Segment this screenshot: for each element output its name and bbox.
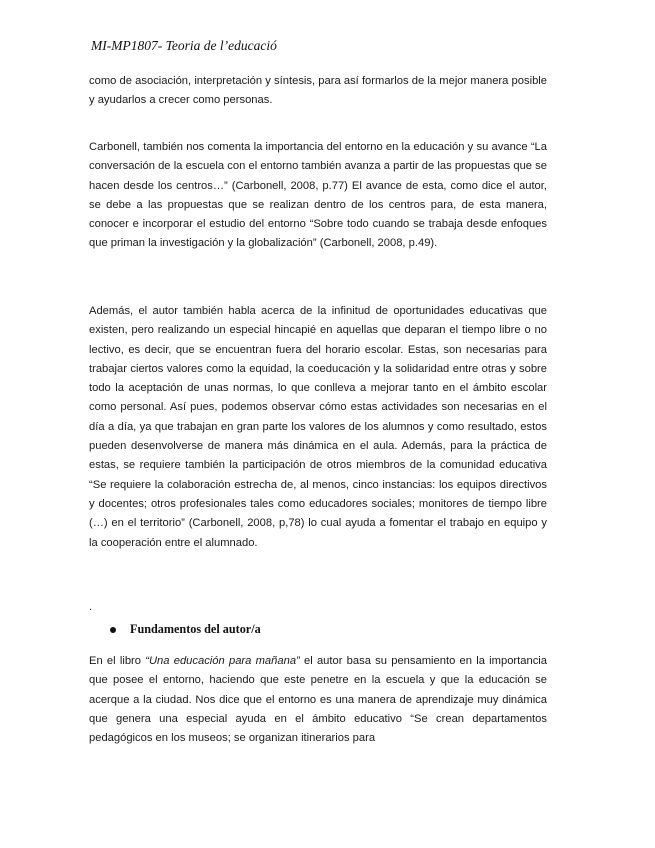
paragraph-1: como de asociación, interpretación y síntesis, para así formarlos de la mejor manera posible y ayudarlos a crecer como personas. — [89, 75, 547, 107]
paragraph-2: Carbonell, también nos comenta la importancia del entorno en la educación y su avance “La conversación de la escuela con el entorno también avanza a partir de las propuestas que se hacen desde los centros…” (Carbonell, 2008, p.77) El avance de esta, como dice el autor, se debe a las propuestas que se realizan dentro de los centros para, de esta manera, conocer e incorporar el estudio del entorno “Sobre todo cuando se trabaja desde enfoques que priman la investigación y la globalización” (Carbonell, 2008, p.49). — [89, 141, 547, 250]
page-header: MI-MP1807- Teoria de l’educació — [91, 38, 277, 53]
paragraph-4-intro: En el libro — [89, 655, 146, 667]
bullet-icon — [110, 627, 116, 633]
section-heading — [110, 622, 261, 637]
paragraph-3: Además, el autor también habla acerca de la infinitud de oportunidades educativas que existen, pero realizando un especial hincapié en aquellas que deparan el tiempo libre o no lectivo, es decir, que se encuentran fuera del horario escolar. Estas, son necesarias para trabajar ciertos valores como la equidad, la coeducación y la solidaridad entre otras y sobre todo la aceptación de unas normas, lo que conlleva a mejorar tanto en el ámbito escolar como personal. Así pues, podemos observar cómo estas actividades son necesarias en el día a día, ya que trabajan en gran parte los valores de los alumnos y como resultado, estos pueden desenvolverse de manera más dinámica en el aula. Además, para la práctica de estas, se requiere también la participación de otros miembros de la comunidad educativa “Se requiere la colaboración estrecha de, al menos, cinco instancias: los equipos directivos y docentes; otros profesionales tales como educadores sociales; monitores de tiempo libre (…) en el territorio” (Carbonell, 2008, p,78) lo cual ayuda a fomentar el trabajo en equipo y la cooperación entre el alumnado. — [89, 305, 547, 549]
section-heading-text: Fundamentos del autor/a — [130, 622, 261, 636]
stray-dot: . — [89, 601, 93, 613]
paragraph-4-rest: el autor basa su pensamiento en la importancia que posee el entorno, haciendo que este penetre en la escuela y que la educación se acerque a la ciudad. Nos dice que el entorno es una manera de aprendizaje muy dinámica que genera una especial ayuda en el ámbito educativo “Se crean departamentos pedagógicos en los museos; se organizan itinerarios para — [89, 655, 547, 745]
paragraph-4 — [89, 652, 547, 748]
book-title: “Una educación para mañana” — [145, 655, 300, 667]
